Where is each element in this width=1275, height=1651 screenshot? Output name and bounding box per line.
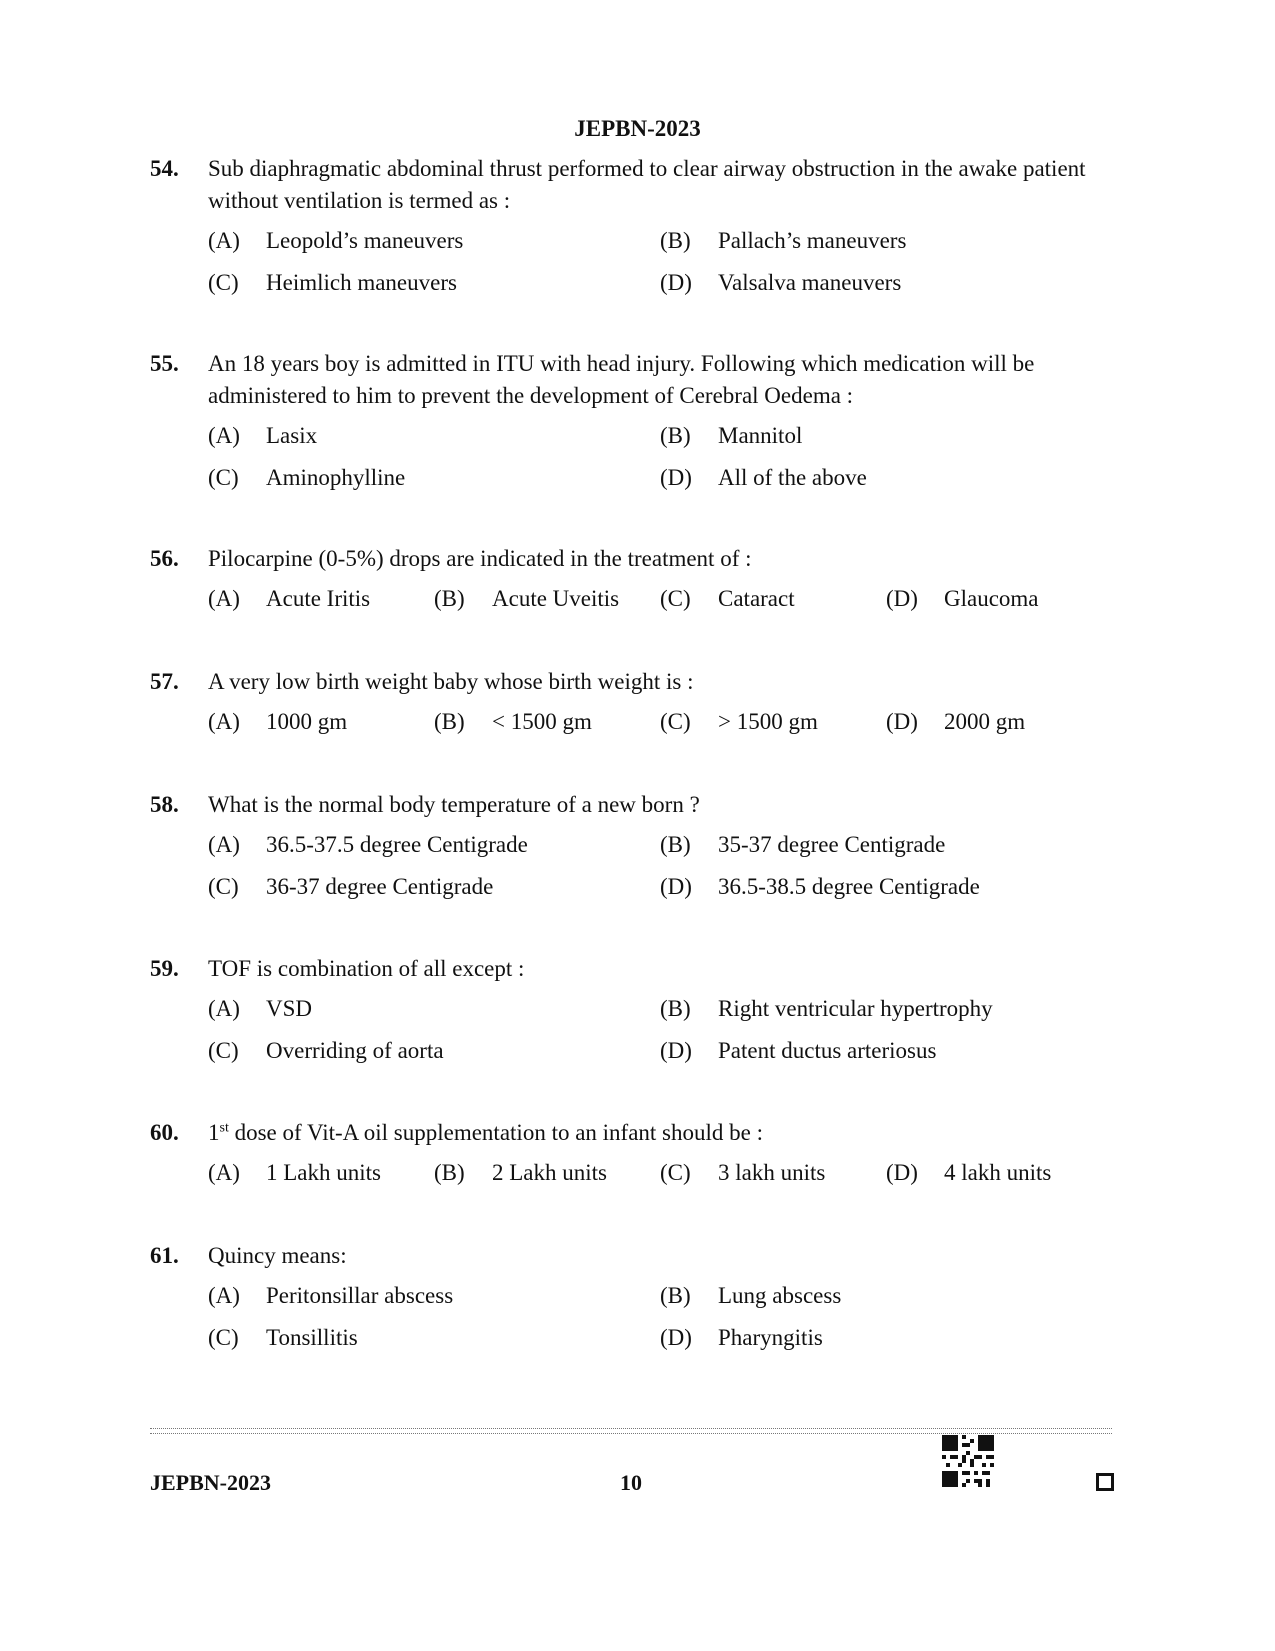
option-c: (C) > 1500 gm bbox=[660, 709, 818, 734]
question-text: TOF is combination of all except : bbox=[208, 956, 525, 981]
question-number: 57. bbox=[150, 669, 179, 694]
option-c: (C) Aminophylline bbox=[208, 465, 406, 490]
footer-code: JEPBN-2023 bbox=[150, 1470, 271, 1495]
option-b: (B) Mannitol bbox=[660, 423, 803, 448]
options bbox=[208, 1280, 1112, 1364]
question-number: 58. bbox=[150, 792, 179, 817]
options bbox=[208, 583, 1112, 625]
option-b: (B) 35-37 degree Centigrade bbox=[660, 832, 946, 857]
question-text: A very low birth weight baby whose birth weight is : bbox=[208, 669, 694, 694]
option-c: (C) Heimlich maneuvers bbox=[208, 270, 457, 295]
option-d: (D) 4 lakh units bbox=[886, 1160, 1052, 1185]
option-a: (A) 1000 gm bbox=[208, 709, 348, 734]
option-b: (B) Right ventricular hypertrophy bbox=[660, 996, 993, 1021]
option-d: (D) Valsalva maneuvers bbox=[660, 270, 902, 295]
question-text: Sub diaphragmatic abdominal thrust performed to clear airway obstruction in the awake patient without ventilation is termed as : bbox=[208, 156, 1086, 213]
question-text: 1st dose of Vit-A oil supplementation to an infant should be : bbox=[208, 1120, 763, 1145]
question-text: Quincy means: bbox=[208, 1243, 347, 1268]
option-d: (D) 2000 gm bbox=[886, 709, 1026, 734]
question-58 bbox=[150, 789, 1112, 913]
option-b: (B) Acute Uveitis bbox=[434, 586, 620, 611]
option-c: (C) Overriding of aorta bbox=[208, 1038, 444, 1063]
option-b: (B) 2 Lakh units bbox=[434, 1160, 607, 1185]
option-c: (C) Cataract bbox=[660, 586, 795, 611]
page-number: 10 bbox=[620, 1470, 642, 1495]
confidential-separator-line bbox=[150, 1428, 1112, 1434]
option-b: (B) Lung abscess bbox=[660, 1283, 842, 1308]
question-59 bbox=[150, 953, 1112, 1077]
qr-code-icon bbox=[942, 1435, 994, 1487]
options bbox=[208, 829, 1112, 913]
question-text: What is the normal body temperature of a new born ? bbox=[208, 792, 700, 817]
options bbox=[208, 225, 1112, 309]
question-number: 59. bbox=[150, 956, 179, 981]
question-56 bbox=[150, 543, 1112, 625]
question-61 bbox=[150, 1240, 1112, 1364]
option-d: (D) 36.5-38.5 degree Centigrade bbox=[660, 874, 980, 899]
option-d: (D) All of the above bbox=[660, 465, 867, 490]
question-number: 60. bbox=[150, 1120, 179, 1145]
question-number: 55. bbox=[150, 351, 179, 376]
page-header-title: JEPBN-2023 bbox=[574, 116, 701, 141]
option-c: (C) 36-37 degree Centigrade bbox=[208, 874, 494, 899]
question-57 bbox=[150, 666, 1112, 748]
option-d: (D) Patent ductus arteriosus bbox=[660, 1038, 937, 1063]
question-55 bbox=[150, 348, 1112, 504]
option-a: (A) 1 Lakh units bbox=[208, 1160, 381, 1185]
option-d: (D) Pharyngitis bbox=[660, 1325, 823, 1350]
options bbox=[208, 420, 1112, 504]
options bbox=[208, 706, 1112, 748]
option-a: (A) Peritonsillar abscess bbox=[208, 1283, 454, 1308]
question-number: 56. bbox=[150, 546, 179, 571]
question-54 bbox=[150, 153, 1112, 309]
question-number: 61. bbox=[150, 1243, 179, 1268]
question-text: An 18 years boy is admitted in ITU with head injury. Following which medication will be administered to him to prevent the development of Cerebral Oedema : bbox=[208, 351, 1035, 408]
option-a: (A) Acute Iritis bbox=[208, 586, 371, 611]
option-b: (B) Pallach’s maneuvers bbox=[660, 228, 907, 253]
question-number: 54. bbox=[150, 156, 179, 181]
option-c: (C) 3 lakh units bbox=[660, 1160, 826, 1185]
option-a: (A) VSD bbox=[208, 996, 313, 1021]
options bbox=[208, 993, 1112, 1077]
square-marker-icon bbox=[1096, 1473, 1114, 1491]
option-c: (C) Tonsillitis bbox=[208, 1325, 358, 1350]
question-text: Pilocarpine (0-5%) drops are indicated in the treatment of : bbox=[208, 546, 752, 571]
option-a: (A) Leopold’s maneuvers bbox=[208, 228, 464, 253]
option-a: (A) Lasix bbox=[208, 423, 318, 448]
options bbox=[208, 1157, 1112, 1199]
question-60 bbox=[150, 1117, 1112, 1199]
option-d: (D) Glaucoma bbox=[886, 586, 1039, 611]
option-a: (A) 36.5-37.5 degree Centigrade bbox=[208, 832, 528, 857]
option-b: (B) < 1500 gm bbox=[434, 709, 592, 734]
